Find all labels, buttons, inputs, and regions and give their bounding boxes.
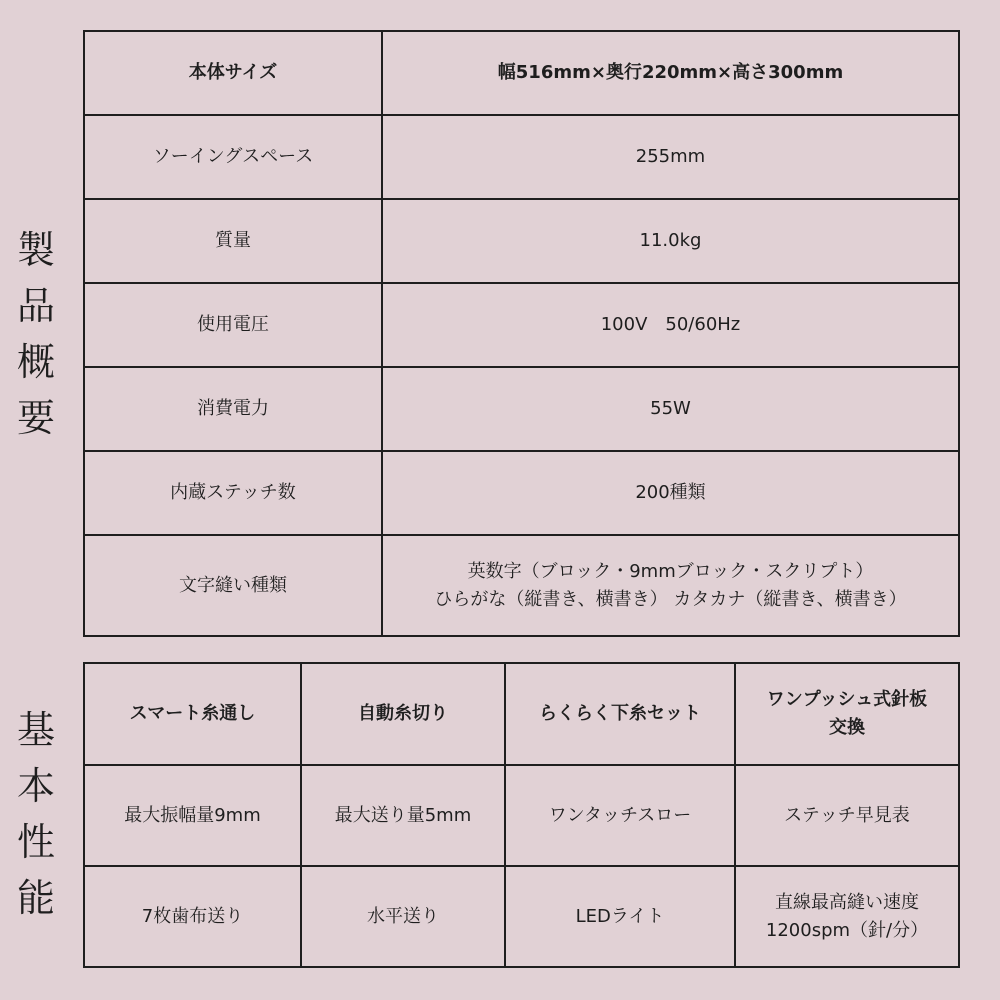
table-row <box>84 866 959 967</box>
feature-cell <box>735 866 959 967</box>
section-label-char: 能 <box>16 876 55 920</box>
section-label-char: 要 <box>16 396 55 440</box>
section-label-char: 本 <box>16 764 55 808</box>
spec-value: 100V 50/60Hz <box>382 283 959 367</box>
table-row <box>84 115 959 199</box>
table-row <box>84 451 959 535</box>
spec-label: 文字縫い種類 <box>84 535 382 636</box>
feature-cell: 7枚歯布送り <box>84 866 301 967</box>
feature-header <box>735 663 959 765</box>
spec-value: 200種類 <box>382 451 959 535</box>
feature-cell: 最大送り量5mm <box>301 765 505 866</box>
feature-cell: 最大振幅量9mm <box>84 765 301 866</box>
product-overview-table <box>83 30 960 637</box>
table-row <box>84 765 959 866</box>
spec-label: 内蔵ステッチ数 <box>84 451 382 535</box>
section-label-char: 製 <box>16 228 55 272</box>
spec-label: 質量 <box>84 199 382 283</box>
spec-value-line: 英数字（ブロック・9mmブロック・スクリプト） <box>467 560 874 582</box>
spec-value <box>382 535 959 636</box>
section-label-features <box>14 702 58 926</box>
table-row <box>84 367 959 451</box>
table-row <box>84 535 959 636</box>
spec-label: 本体サイズ <box>84 31 382 115</box>
spec-value: 11.0kg <box>382 199 959 283</box>
feature-header: 自動糸切り <box>301 663 505 765</box>
section-label-overview <box>14 222 58 446</box>
table-row <box>84 31 959 115</box>
section-label-char: 概 <box>16 340 55 384</box>
table-row <box>84 663 959 765</box>
table-row <box>84 283 959 367</box>
table-row <box>84 199 959 283</box>
basic-features-table <box>83 662 960 968</box>
feature-cell: ワンタッチスロー <box>505 765 735 866</box>
section-label-char: 品 <box>16 284 55 328</box>
feature-cell-line: 直線最高縫い速度 <box>775 891 919 913</box>
feature-header-line: ワンプッシュ式針板 <box>766 689 928 710</box>
spec-label: 消費電力 <box>84 367 382 451</box>
spec-label: ソーイングスペース <box>84 115 382 199</box>
spec-value: 幅516mm×奥行220mm×高さ300mm <box>382 31 959 115</box>
spec-value: 255mm <box>382 115 959 199</box>
feature-header-line: 交換 <box>829 717 865 738</box>
section-label-char: 基 <box>16 708 55 752</box>
spec-value: 55W <box>382 367 959 451</box>
feature-cell: ステッチ早見表 <box>735 765 959 866</box>
spec-value-line: ひらがな（縦書き、横書き） カタカナ（縦書き、横書き） <box>434 588 907 610</box>
section-label-char: 性 <box>16 820 55 864</box>
spec-label: 使用電圧 <box>84 283 382 367</box>
feature-cell-line: 1200spm（針/分） <box>765 919 929 941</box>
feature-header: スマート糸通し <box>84 663 301 765</box>
feature-cell: LEDライト <box>505 866 735 967</box>
feature-cell: 水平送り <box>301 866 505 967</box>
feature-header: らくらく下糸セット <box>505 663 735 765</box>
